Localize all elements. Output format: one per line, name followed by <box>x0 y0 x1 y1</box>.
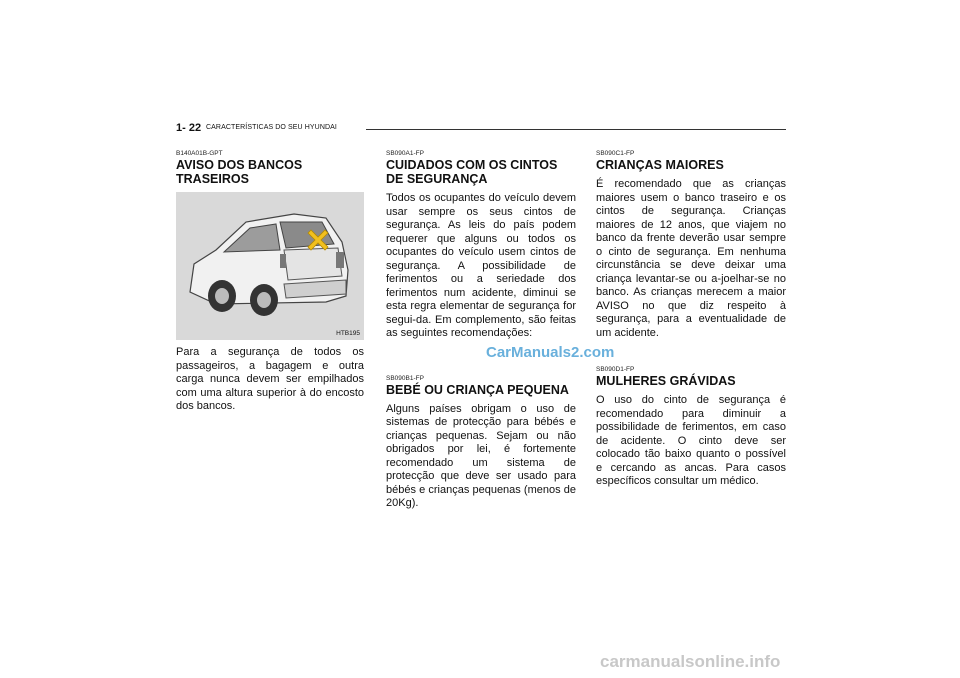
section-spacer <box>596 340 786 366</box>
section-heading: MULHERES GRÁVIDAS <box>596 374 736 388</box>
section-body: O uso do cinto de segurança é recomendado para diminuir a possibilidade de ferimentos, em caso de acidente. O cinto deve ser colocado tão baixo quanto o possível e cercando as ancas. Para casos específicos consultar um médico. <box>596 394 786 487</box>
car-rear-icon <box>176 192 364 340</box>
section-code: SB090D1-FP <box>596 366 635 373</box>
figure-label: HTB195 <box>336 330 360 337</box>
section-body: É recomendado que as crianças maiores usem o banco traseiro e os cintos de segurança. Crianças maiores de 12 anos, que viajem no banco da frente deverão usar sempre o cinto de segurança. Em nenhuma circunstância se deve deixar uma criança levantar-se ou a-joelhar-se no banco. As crianças merecem a maior AVISO no que diz respeito à segurança, para a eventualidade de um acidente. <box>596 178 786 339</box>
column-rear-seat-warning <box>176 150 364 414</box>
section-heading: CRIANÇAS MAIORES <box>596 158 724 172</box>
page-header <box>176 122 786 138</box>
column-seatbelt-care <box>386 150 576 511</box>
section-heading: AVISO DOS BANCOS TRASEIROS <box>176 158 303 186</box>
section-body: Alguns países obrigam o uso de sistemas de protecção para bébés e crianças pequenas. Sejam ou não obrigados por lei, é fortemente recomendado um sistema de protecção que deve ser usado para bébés e crianças pequenas (menos de 20Kg). <box>386 402 576 509</box>
site-watermark: CarManuals2.com <box>486 344 615 361</box>
section-code: B140A01B-GPT <box>176 150 223 157</box>
footer-watermark: carmanualsonline.info <box>600 652 781 671</box>
section-body: Para a segurança de todos os passageiros, a bagagem e outra carga nunca devem ser empilhados com uma altura superior à do encosto dos bancos. <box>176 346 364 412</box>
page-number: 1- 22 <box>176 122 202 134</box>
section-code: SB090C1-FP <box>596 150 635 157</box>
header-rule <box>366 129 786 130</box>
section-code: SB090B1-FP <box>386 374 424 382</box>
car-illustration <box>176 192 364 340</box>
section-title: CARACTERÍSTICAS DO SEU HYUNDAI <box>206 124 337 131</box>
section-heading: BEBÉ OU CRIANÇA PEQUENA <box>386 382 569 397</box>
section-body: Todos os ocupantes do veículo devem usar sempre os seus cintos de segurança. As leis do país podem requerer que alguns ou todos os ocupantes do veículo usem cintos de segurança. A possibilidade de ferimentos ou a seriedade dos ferimentos num acidente, diminui se esta regra elementar de segurança for segui-da. Em complemento, são feitas as seguintes recomendações: <box>386 192 576 339</box>
section-code: SB090A1-FP <box>386 150 424 157</box>
section-heading: CUIDADOS COM OS CINTOS DE SEGURANÇA <box>386 158 558 186</box>
column-children-pregnant <box>596 150 786 489</box>
